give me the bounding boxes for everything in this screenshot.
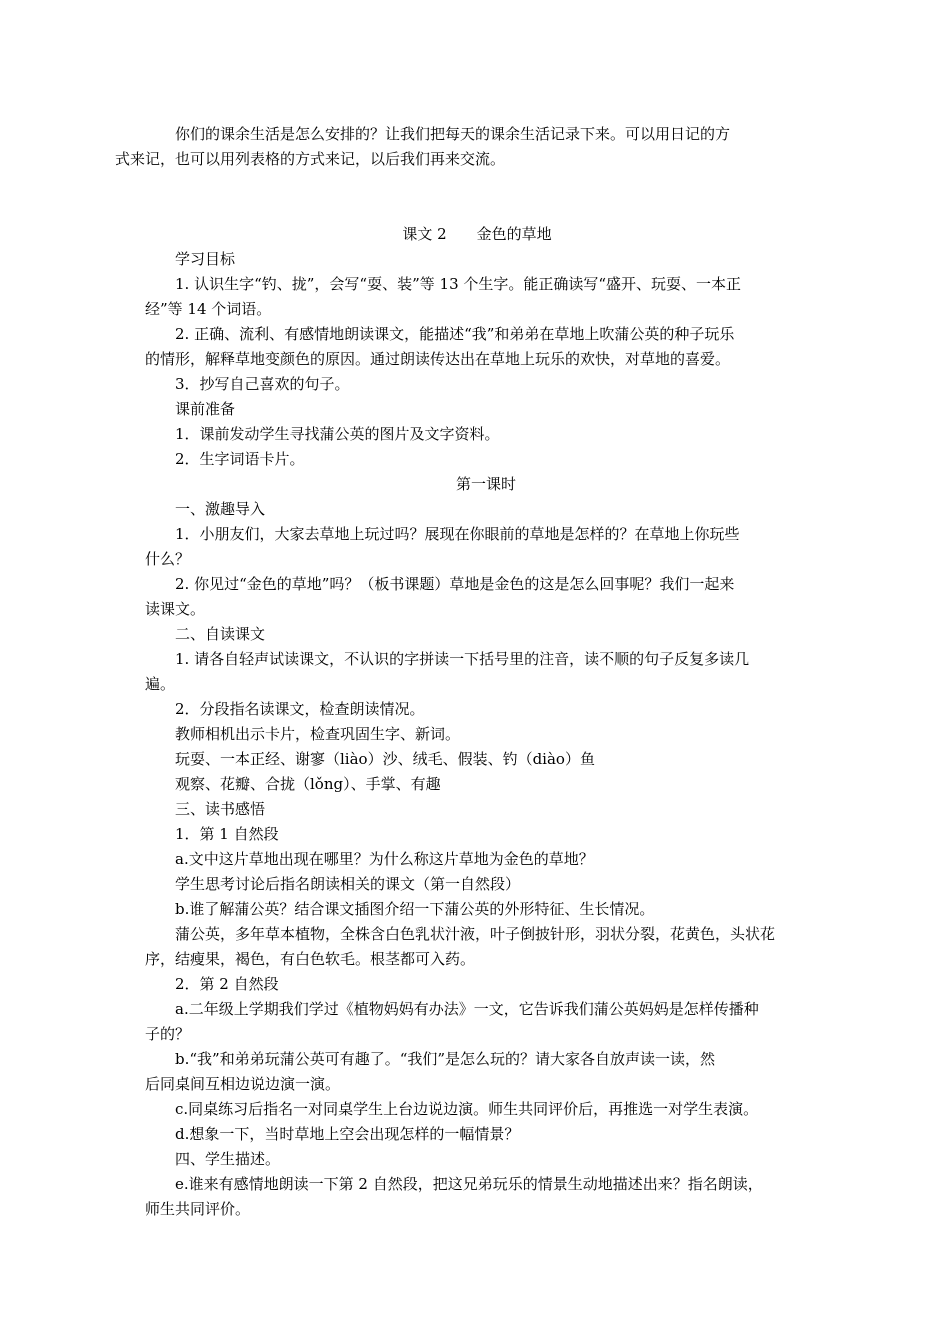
section-1-item-1-line-1: 1．小朋友们，大家去草地上玩过吗？展现在你眼前的草地是怎样的？在草地上你玩些 (175, 525, 740, 543)
prep-item-1: 1．课前发动学生寻找蒲公英的图片及文字资料。 (175, 425, 500, 443)
goals-heading: 学习目标 (175, 250, 236, 268)
paragraph-2-question-b-line-2: 后同桌间互相边说边演一演。 (145, 1075, 341, 1093)
intro-paragraph (115, 122, 809, 172)
paragraph-2-question-a-line-2: 子的？ (145, 1025, 191, 1043)
intro-line-1: 你们的课余生活是怎么安排的？让我们把每天的课余生活记录下来。可以用日记的方 (175, 125, 731, 143)
question-a-note: 学生思考讨论后指名朗读相关的课文（第一自然段） (175, 875, 521, 893)
dandelion-description-line-1: 蒲公英，多年草本植物，全株含白色乳状汁液，叶子倒披针形，羽状分裂，花黄色，头状花 (175, 925, 776, 943)
question-b: b.谁了解蒲公英？结合课文插图介绍一下蒲公英的外形特征、生长情况。 (175, 900, 655, 918)
section-4-question-e-line-1: e.谁来有感情地朗读一下第 2 自然段，把这兄弟玩乐的情景生动地描述出来？指名朗读， (175, 1175, 763, 1193)
prep-heading: 课前准备 (175, 400, 236, 418)
period-title: 第一课时 (455, 475, 516, 493)
paragraph-2-question-c: c.同桌练习后指名一对同桌学生上台边说边演。师生共同评价后，再推选一对学生表演。 (175, 1100, 759, 1118)
lesson-name: 金色的草地 (476, 225, 552, 243)
section-1-item-2-line-1: 2. 你见过“金色的草地”吗？（板书课题）草地是金色的这是怎么回事呢？我们一起来 (175, 575, 735, 593)
goal-3: 3．抄写自己喜欢的句子。 (175, 375, 350, 393)
goal-1-line-1: 1. 认识生字“钓、拢”，会写“耍、装”等 13 个生字。能正确读写“盛开、玩耍、一本正 (175, 275, 742, 293)
section-2-item-1-line-1: 1. 请各自轻声试读课文，不认识的字拼读一下括号里的注音，读不顺的句子反复多读几 (175, 650, 750, 668)
section-2-text-1: 教师相机出示卡片，检查巩固生字、新词。 (175, 725, 461, 743)
goal-2-line-2: 的情形，解释草地变颜色的原因。通过朗读传达出在草地上玩乐的欢快，对草地的喜爱。 (145, 350, 731, 368)
section-2-item-1 (145, 647, 809, 697)
prep-item-2: 2．生字词语卡片。 (175, 450, 305, 468)
section-1-item-2 (145, 572, 809, 622)
paragraph-2-question-a (145, 997, 809, 1047)
section-1-item-2-line-2: 读课文。 (145, 600, 206, 618)
section-1-item-1-line-2: 什么？ (145, 550, 191, 568)
goal-1 (145, 272, 809, 322)
section-2-item-1-line-2: 遍。 (145, 675, 176, 693)
goal-1-line-2: 经”等 14 个词语。 (145, 300, 272, 318)
question-a: a.文中这片草地出现在哪里？为什么称这片草地为金色的草地？ (175, 850, 594, 868)
section-1-heading: 一、激趣导入 (175, 500, 266, 518)
goal-2 (145, 322, 809, 372)
document-body (115, 122, 809, 1222)
section-4-heading: 四、学生描述。 (175, 1150, 281, 1168)
intro-line-2: 式来记，也可以用列表格的方式来记，以后我们再来交流。 (115, 150, 506, 168)
paragraph-2-question-b (145, 1047, 809, 1097)
paragraph-2-question-d: d.想象一下，当时草地上空会出现怎样的一幅情景？ (175, 1125, 520, 1143)
section-2-heading: 二、自读课文 (175, 625, 266, 643)
paragraph-2-question-b-line-1: b.“我”和弟弟玩蒲公英可有趣了。“我们”是怎么玩的？请大家各自放声读一读，然 (175, 1050, 716, 1068)
spacer (145, 172, 809, 222)
lesson-number: 课文 2 (402, 225, 447, 243)
section-2-word-list-1: 玩耍、一本正经、谢寥（liào）沙、绒毛、假装、钓（diào）鱼 (175, 750, 595, 768)
section-3-heading: 三、读书感悟 (175, 800, 266, 818)
section-4-question-e (145, 1172, 809, 1222)
paragraph-1-heading: 1．第 1 自然段 (175, 825, 279, 843)
lesson-title (145, 222, 809, 247)
dandelion-description-line-2: 序，结瘦果，褐色，有白色软毛。根茎都可入药。 (145, 950, 476, 968)
dandelion-description (145, 922, 809, 972)
paragraph-2-question-a-line-1: a.二年级上学期我们学过《植物妈妈有办法》一文，它告诉我们蒲公英妈妈是怎样传播种 (175, 1000, 759, 1018)
goal-2-line-1: 2. 正确、流利、有感情地朗读课文，能描述“我”和弟弟在草地上吹蒲公英的种子玩乐 (175, 325, 735, 343)
paragraph-2-heading: 2．第 2 自然段 (175, 975, 279, 993)
section-2-item-2: 2．分段指名读课文，检查朗读情况。 (175, 700, 425, 718)
section-2-word-list-2: 观察、花瓣、合拢（lǒng）、手掌、有趣 (175, 775, 441, 793)
section-4-question-e-line-2: 师生共同评价。 (145, 1200, 251, 1218)
section-1-item-1 (145, 522, 809, 572)
